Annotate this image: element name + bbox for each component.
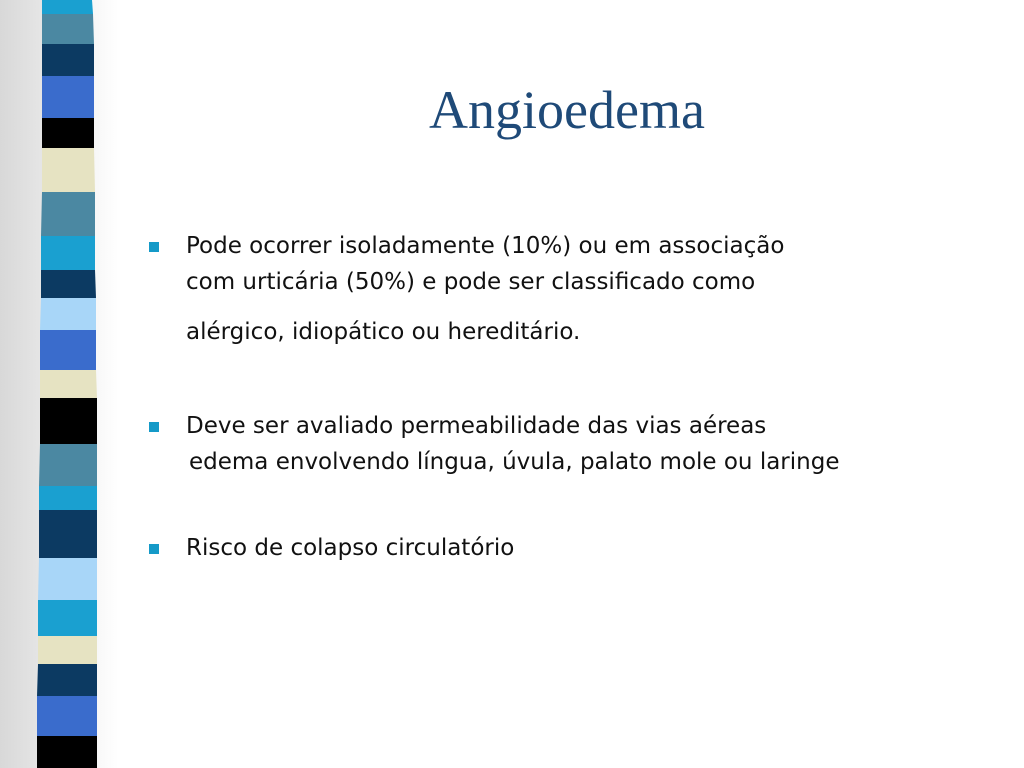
bullet-item: [145, 408, 1005, 480]
bullet-text-line: edema envolvendo língua, úvula, palato mole ou laringe: [189, 449, 840, 475]
bullet-text-line: Deve ser avaliado permeabilidade das vias aéreas: [186, 413, 767, 439]
square-bullet-icon: [149, 242, 159, 252]
bullet-text-line: com urticária (50%) e pode ser classificado como: [186, 269, 756, 295]
bullet-item: [145, 228, 1005, 350]
bullet-text-line: alérgico, idiopático ou hereditário.: [186, 319, 581, 345]
square-bullet-icon: [149, 544, 159, 554]
decorative-stripe-bar: [0, 0, 110, 768]
slide-title: Angioedema: [429, 80, 705, 140]
bullet-item: [145, 530, 1005, 566]
bullet-list: [145, 228, 1005, 566]
bullet-text-line: Pode ocorrer isoladamente (10%) ou em associação: [186, 233, 785, 259]
square-bullet-icon: [149, 422, 159, 432]
bullet-text-line: Risco de colapso circulatório: [186, 535, 515, 561]
